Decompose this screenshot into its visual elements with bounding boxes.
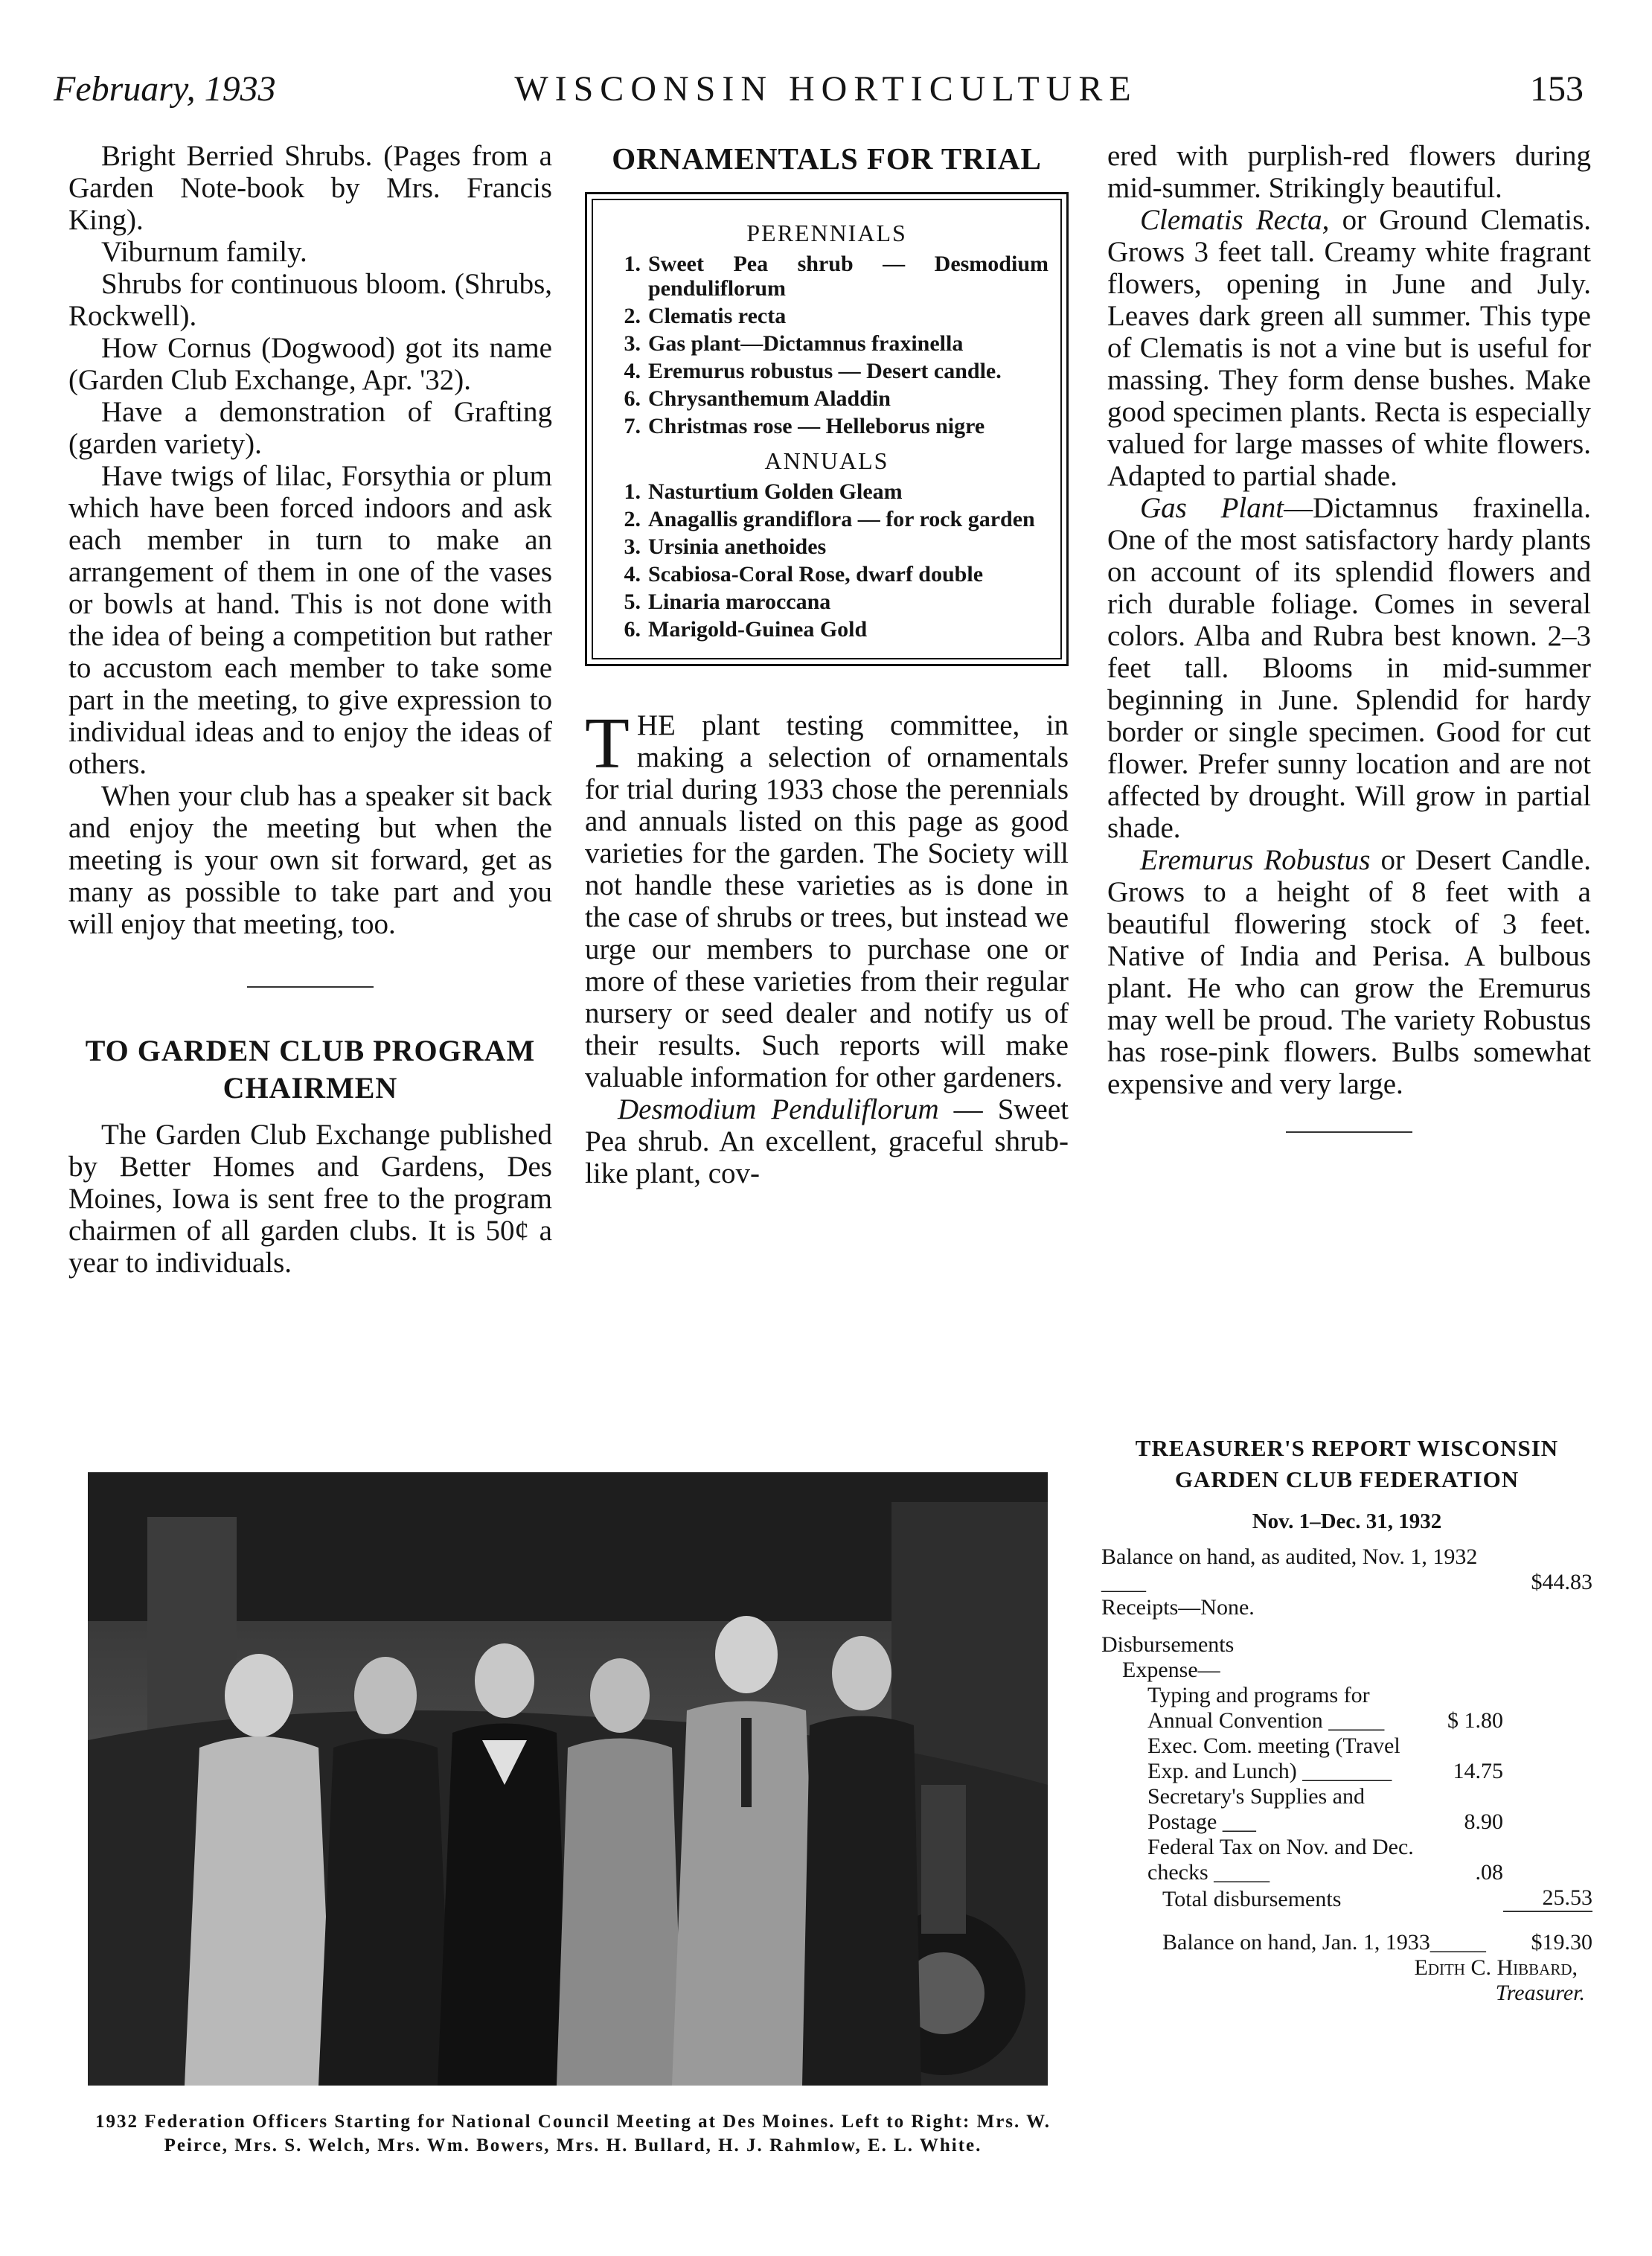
row-label: Exec. Com. meeting (Travel Exp. and Lunch) ________ [1147,1733,1400,1783]
paragraph: Have twigs of lilac, Forsythia or plum which have been forced indoors and ask each member in turn to make an arrangement of them in one of the vases or bowls at hand. This is not done with the idea of being a competition but rather to accustom each member to take some part in the meeting, to give expression to individual ideas and to enjoy the ideas of others. [68,460,552,780]
paragraph [585,1093,1069,1189]
item-number: 2. [624,507,641,531]
list-item [605,331,1048,356]
article-heading: ORNAMENTALS FOR TRIAL [612,141,1042,176]
item-text: Marigold-Guinea Gold [648,617,868,642]
paragraph: Bright Berried Shrubs. (Pages from a Garden Note-book by Mrs. Francis King). [68,140,552,236]
list-item [605,617,1048,642]
list-item [605,414,1048,438]
total-row [1101,1885,1592,1912]
annuals-list [605,479,1048,642]
list-item [605,304,1048,328]
report-period: Nov. 1–Dec. 31, 1932 [1252,1509,1442,1533]
closing-balance-row [1101,1930,1592,1955]
page-number: 153 [1530,69,1584,109]
photo-caption: 1932 Federation Officers Starting for National Council Meeting at Des Moines. Left to Right: Mrs. W. Peirce, Mrs. S. Welch, Mrs. Wm. Bowers, Mrs. H. Bullard, H. J. Rahmlow, E. L. White. [95,2112,1051,2156]
item-text: Ursinia anethoides [648,534,827,559]
item-number: 6. [624,386,641,411]
row-amount: 8.90 [1464,1809,1503,1834]
list-item [605,507,1048,531]
section-divider [247,986,374,988]
receipts-line: Receipts—None. [1101,1595,1255,1620]
row-label: Balance on hand, Jan. 1, 1933_____ [1162,1930,1486,1955]
item-text: Chrysanthemum Aladdin [648,386,891,411]
plant-description: — Sweet Pea shrub. An excellent, graceful shrub-like plant, cov- [585,1093,1069,1189]
item-number: 5. [624,589,641,614]
treasurers-report [1101,1433,1592,2006]
list-item [605,534,1048,559]
paragraph: Viburnum family. [101,236,307,268]
item-number: 1. [624,479,641,504]
expense-row [1101,1683,1592,1733]
signature-role: Treasurer. [1495,1981,1585,2005]
row-amount: $19.30 [1531,1930,1592,1955]
item-number: 2. [624,304,641,328]
row-label: Balance on hand, as audited, Nov. 1, 1932 ____ [1101,1544,1478,1594]
row-label: Secretary's Supplies and Postage ___ [1147,1784,1366,1834]
report-title: TREASURER'S REPORT WISCONSIN GARDEN CLUB FEDERATION [1135,1435,1559,1492]
paragraph: How Cornus (Dogwood) got its name (Garden Club Exchange, Apr. '32). [68,332,552,396]
plant-description: or Desert Candle. Grows to a height of 8 feet with a beautiful flowering stock of 3 feet. Native of India and Perisa. A bulbous plant. He who can grow the Eremurus may well be proud. The variety Robustus has rose-pink flowers. Bulbs somewhat expensive and very large. [1107,844,1591,1100]
paragraph: When your club has a speaker sit back and enjoy the meeting but when the meeting is your own sit forward, get as many as possible to take part and you will enjoy that meeting, too. [68,780,552,940]
paragraph: Shrubs for continuous bloom. (Shrubs, Rockwell). [68,268,552,332]
item-number: 6. [624,617,641,642]
list-item [605,589,1048,614]
item-number: 4. [624,562,641,587]
signature-name: Edith C. Hibbard, [1414,1955,1578,1980]
disbursements-heading: Disbursements [1101,1632,1235,1657]
item-number: 7. [624,414,641,438]
item-number: 1. [624,252,641,276]
item-number: 3. [624,331,641,356]
row-label: Federal Tax on Nov. and Dec. checks _____ [1147,1835,1414,1885]
expense-row [1101,1835,1592,1885]
item-text: Christmas rose — Helleborus nigre [648,414,985,438]
intro-paragraph [585,703,1069,1093]
issue-date: February, 1933 [54,69,276,109]
row-amount: 25.53 [1503,1885,1592,1912]
section-divider [1286,1131,1412,1133]
paragraph: ered with purplish-red flowers during mid-summer. Strikingly beautiful. [1107,140,1591,204]
list-item [605,479,1048,504]
plant-name: Desmodium Penduliflorum [618,1093,939,1125]
expense-row [1101,1733,1592,1784]
journal-title: WISCONSIN HORTICULTURE [514,69,1138,109]
group-photograph [88,1472,1048,2086]
perennials-heading: PERENNIALS [746,220,907,246]
item-number: 3. [624,534,641,559]
item-number: 4. [624,359,641,383]
row-label: Total disbursements [1162,1887,1342,1911]
item-text: Nasturtium Golden Gleam [648,479,903,504]
expense-heading: Expense— [1122,1658,1220,1682]
annuals-heading: ANNUALS [764,447,889,474]
intro-text: HE plant testing committee, in making a selection of ornamentals for trial during 1933 chose the perennials and annuals listed on this page as good varieties for the garden. The Society will not handle these varieties as is done in the case of shrubs or trees, but instead we urge our members to purchase one or more of these varieties from their regular nursery or seed dealer and notify us of their results. Such reports will make valuable information for other gardeners. [585,709,1069,1093]
opening-balance-row [1101,1544,1592,1595]
row-amount: $44.83 [1531,1570,1592,1594]
list-item [605,252,1048,301]
list-item [605,359,1048,383]
trial-list-box [585,192,1069,666]
item-text: Anagallis grandiflora — for rock garden [648,507,1035,531]
item-text: Eremurus robustus — Desert candle. [648,359,1002,383]
paragraph: Have a demonstration of Grafting (garden variety). [68,396,552,460]
column-right [1107,140,1591,1133]
running-header [0,68,1652,128]
item-text: Scabiosa-Coral Rose, dwarf double [648,562,984,587]
paragraph [1107,204,1591,492]
plant-description: or Ground Clematis. Grows 3 feet tall. Creamy white fragrant flowers, opening in June and July. Leaves dark green all summer. This type of Clematis is not a vine but is useful for massing. They form dense bushes. Make good specimen plants. Recta is especially valued for large masses of white flowers. Adapted to partial shade. [1107,204,1591,492]
item-text: Sweet Pea shrub — Desmodium penduliflorum [648,252,1048,301]
section-heading: TO GARDEN CLUB PROGRAM CHAIRMEN [85,1034,536,1105]
photo-image [88,1472,1048,2086]
row-amount: .08 [1475,1860,1503,1885]
row-label: Typing and programs for Annual Convention _____ [1147,1683,1385,1733]
paragraph [1107,844,1591,1100]
plant-name: Eremurus Robustus [1140,844,1371,876]
expense-row [1101,1784,1592,1835]
plant-description: —Dictamnus fraxinella. One of the most satisfactory hardy plants on account of its splendid flowers and rich durable foliage. Comes in several colors. Alba and Rubra best known. 2–3 feet tall. Blooms in mid-summer beginning in June. Splendid for hardy border or single specimen. Good for cut flower. Prefer sunny location and are not affected by drought. Will grow in partial shade. [1107,492,1591,844]
paragraph: The Garden Club Exchange published by Better Homes and Gardens, Des Moines, Iowa is sent free to the program chairmen of all garden clubs. It is 50¢ a year to individuals. [68,1119,552,1279]
item-text: Clematis recta [648,304,787,328]
row-amount: 14.75 [1453,1759,1503,1783]
column-middle [585,140,1069,1189]
column-left [68,140,552,1279]
paragraph [1107,492,1591,844]
list-item [605,386,1048,411]
row-amount: $ 1.80 [1447,1708,1503,1733]
list-item [605,562,1048,587]
item-text: Linaria maroccana [648,589,831,614]
plant-name: Gas Plant [1140,492,1284,524]
drop-cap: T [585,703,630,784]
item-text: Gas plant—Dictamnus fraxinella [648,331,964,356]
perennials-list [605,252,1048,438]
plant-name: Clematis Recta, [1140,204,1330,236]
